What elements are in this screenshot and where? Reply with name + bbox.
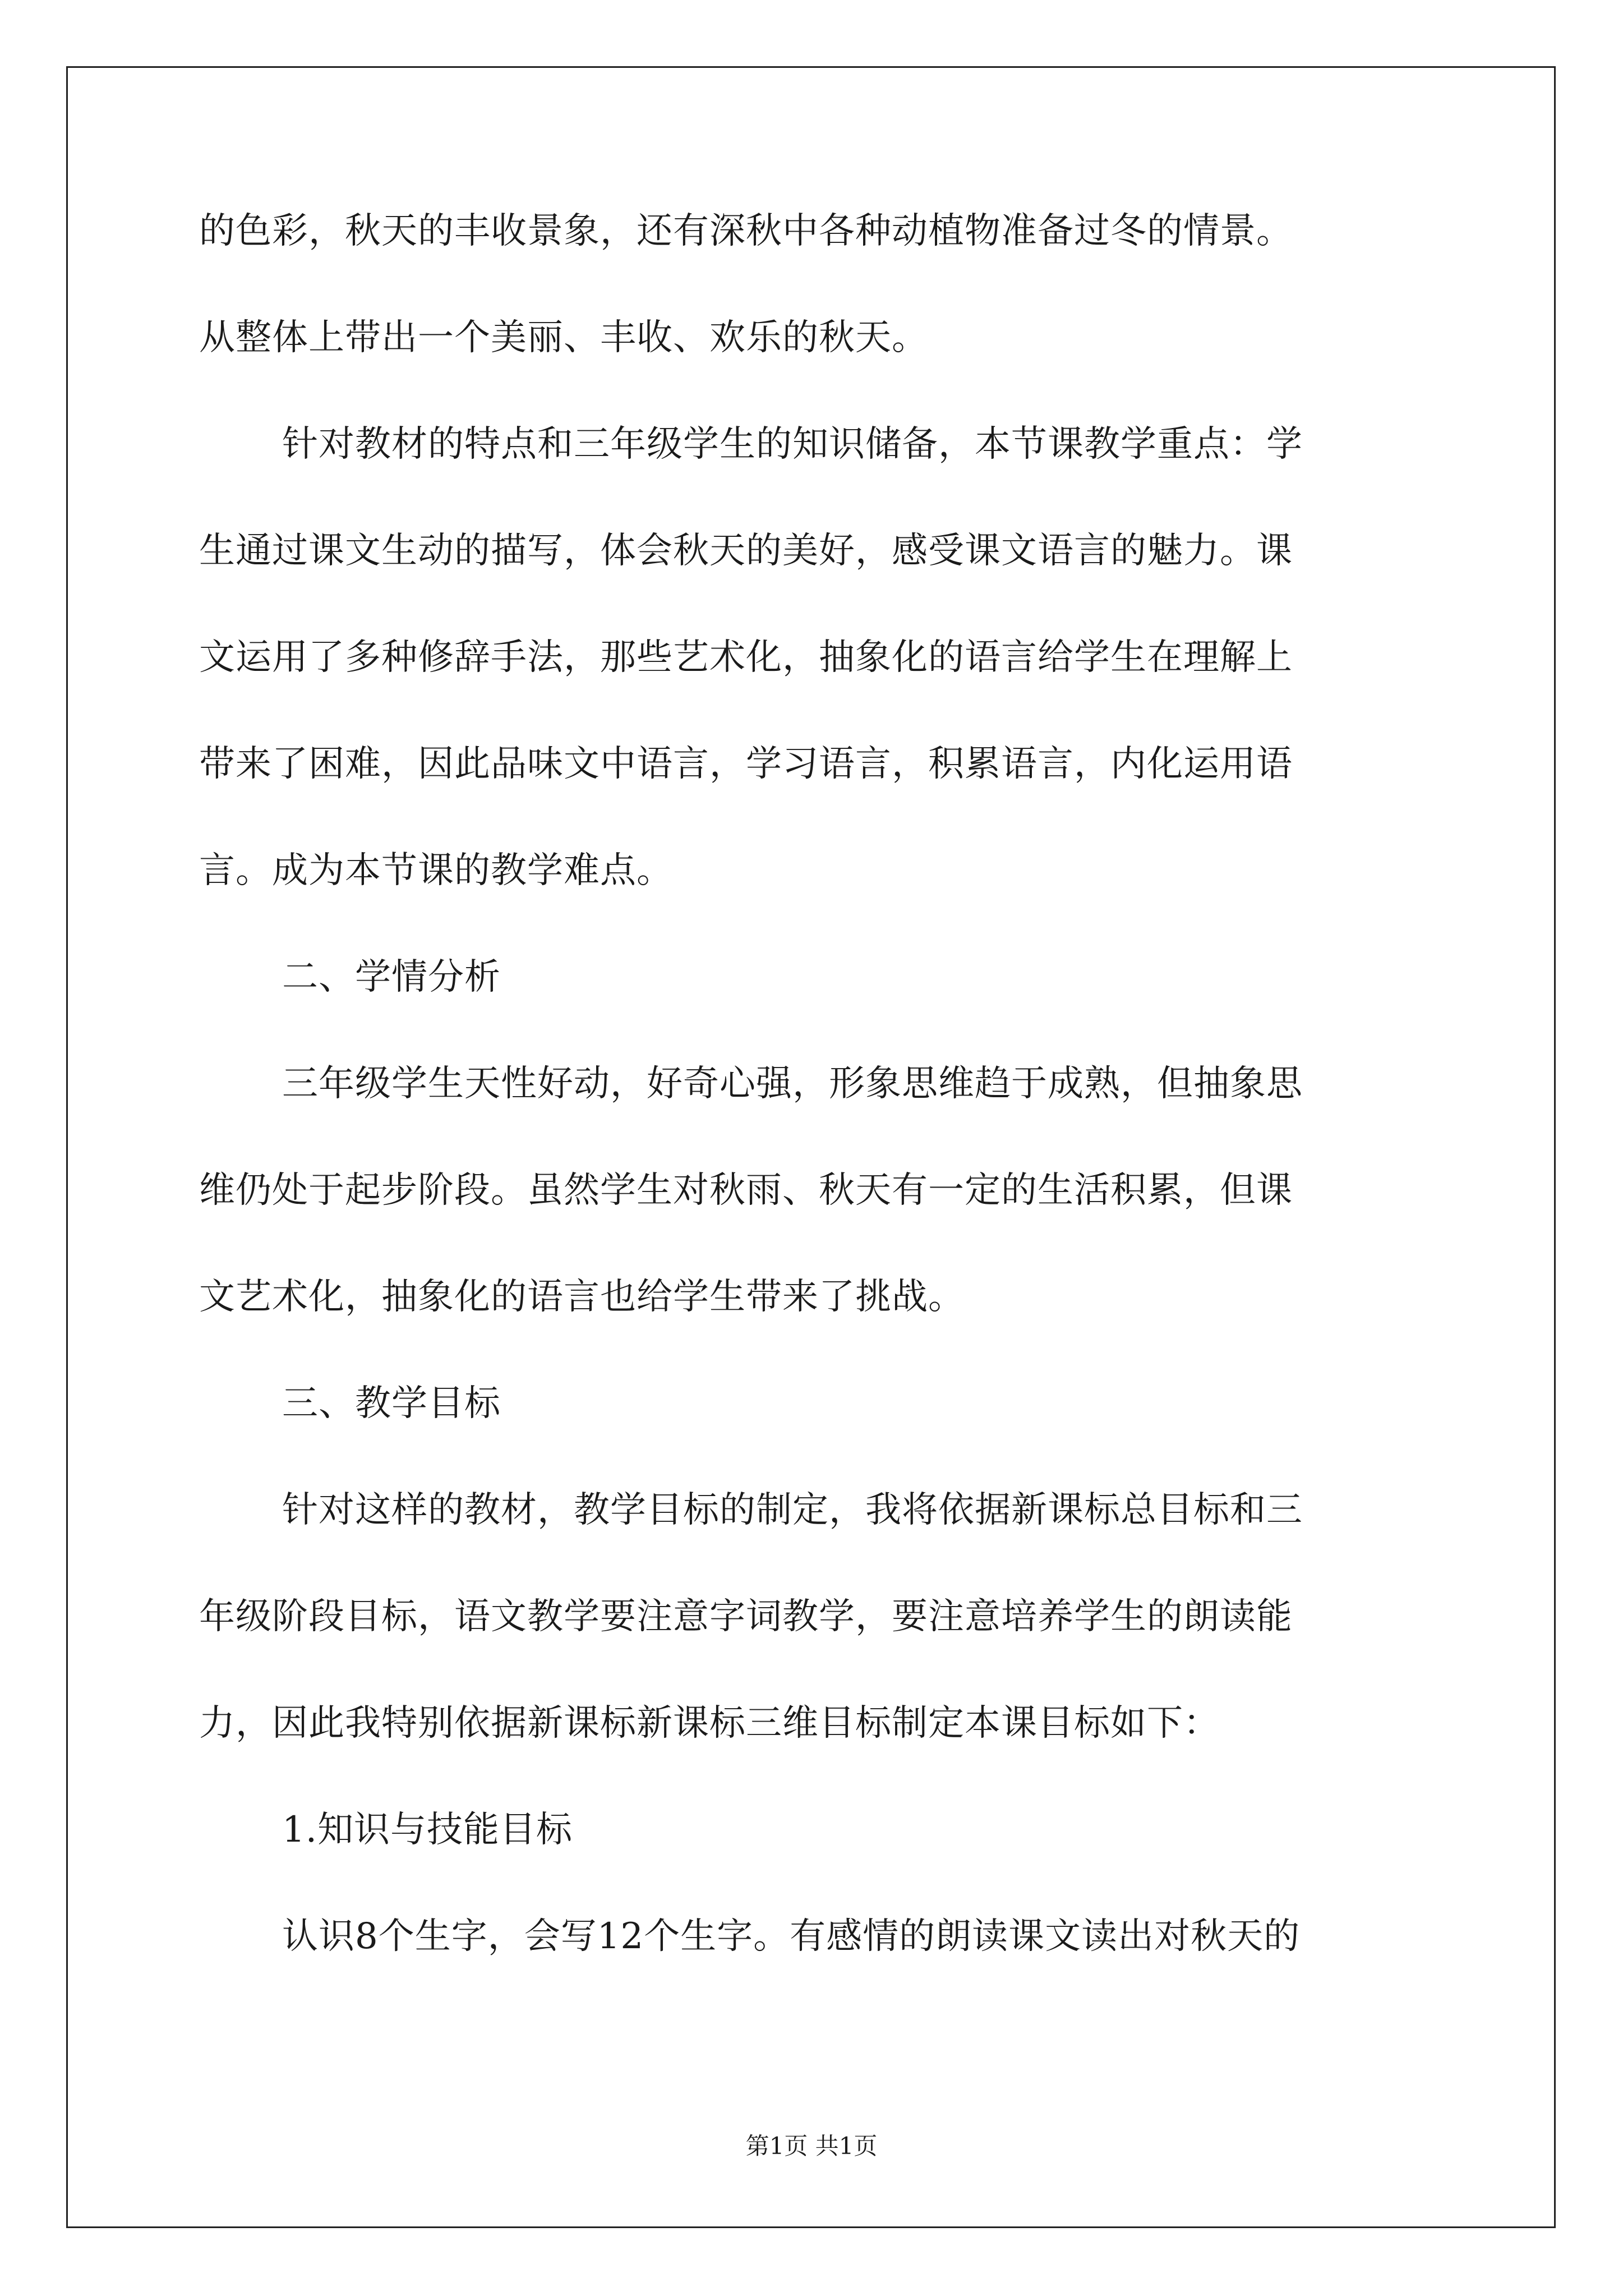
paragraph-start-line: 针对这样的教材，教学目标的制定，我将依据新课标总目标和三 [282,1489,1303,1531]
section-heading: 三、教学目标 [282,1383,501,1424]
paragraph-start-line: 认识8个生字，会写12个生字。有感情的朗读课文读出对秋天的 [282,1916,1301,1957]
text-line: 文艺术化，抽象化的语言也给学生带来了挑战。 [199,1276,965,1318]
text-line: 维仍处于起步阶段。虽然学生对秋雨、秋天有一定的生活积累，但课 [199,1170,1293,1211]
page-border [66,66,1556,2228]
paragraph-start-line: 三年级学生天性好动，好奇心强，形象思维趋于成熟，但抽象思 [282,1063,1303,1105]
section-heading: 二、学情分析 [282,956,501,998]
text-line: 的色彩，秋天的丰收景象，还有深秋中各种动植物准备过冬的情景。 [199,210,1293,252]
page-footer: 第1页 共1页 [745,2132,878,2160]
text-line: 言。成为本节课的教学难点。 [199,850,673,891]
text-line: 生通过课文生动的描写，体会秋天的美好，感受课文语言的魅力。课 [199,530,1293,572]
text-line: 年级阶段目标，语文教学要注意字词教学，要注意培养学生的朗读能 [199,1596,1293,1637]
text-line: 力，因此我特别依据新课标新课标三维目标制定本课目标如下： [199,1703,1220,1744]
text-line: 带来了困难，因此品味文中语言，学习语言，积累语言，内化运用语 [199,743,1293,785]
subsection-heading: 1.知识与技能目标 [282,1809,573,1851]
text-line: 文运用了多种修辞手法，那些艺术化，抽象化的语言给学生在理解上 [199,637,1293,678]
paragraph-start-line: 针对教材的特点和三年级学生的知识储备，本节课教学重点：学 [282,424,1303,465]
text-line: 从整体上带出一个美丽、丰收、欢乐的秋天。 [199,317,928,358]
